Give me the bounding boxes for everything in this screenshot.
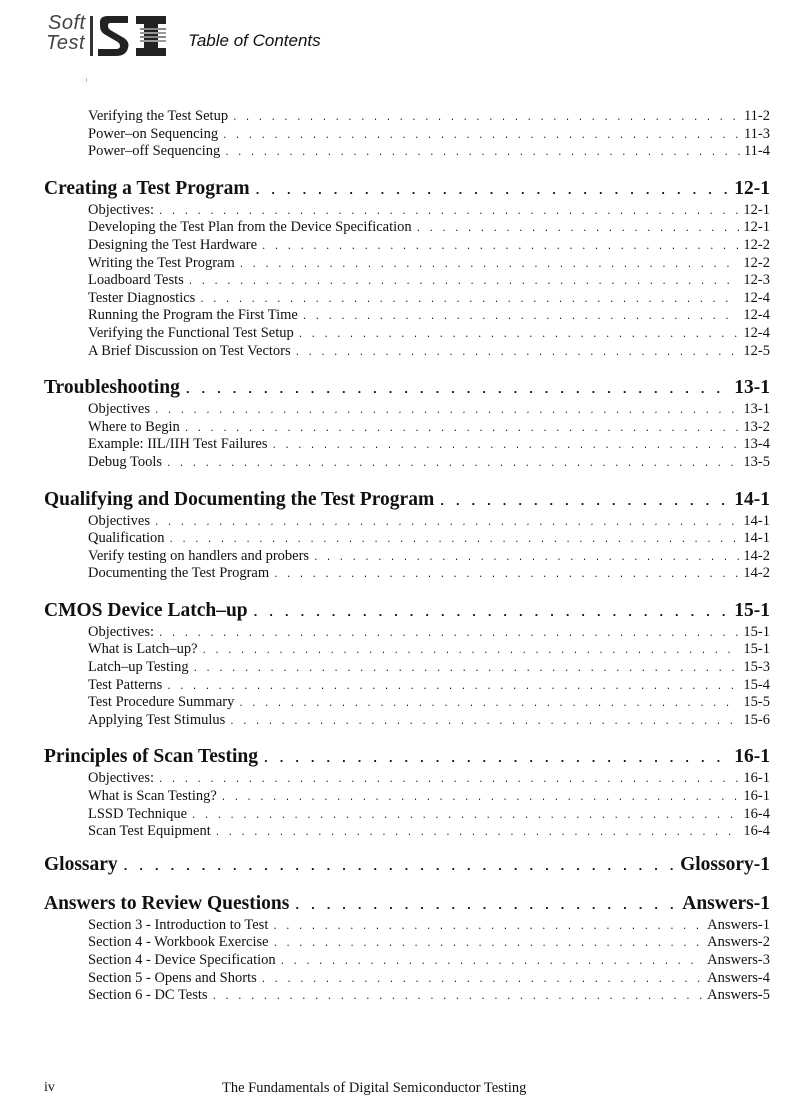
toc-entry-page: 12-1 <box>743 201 770 218</box>
toc-entry-title: Section 5 - Opens and Shorts <box>88 969 257 986</box>
toc-entry-page: 12-3 <box>743 272 770 289</box>
toc-entry-title: Principles of Scan Testing <box>44 746 258 768</box>
dot-leader <box>212 989 704 1007</box>
toc-entry-title: LSSD Technique <box>88 805 188 822</box>
toc-entry-title: Objectives <box>88 401 151 418</box>
toc-section-entry[interactable] <box>44 770 770 788</box>
toc-entry-page: 12-1 <box>734 177 770 199</box>
toc-section-entry[interactable] <box>44 401 770 419</box>
header-title: Table of Contents <box>188 31 321 50</box>
dot-leader <box>184 377 730 403</box>
dot-leader <box>239 257 740 275</box>
toc-entry-page: Answers-1 <box>682 892 770 914</box>
dot-leader <box>298 327 740 345</box>
toc-entry-title: Documenting the Test Program <box>88 565 270 582</box>
toc-entry-page: 16-4 <box>743 823 770 840</box>
toc-section-entry[interactable] <box>44 436 770 454</box>
toc-entry-title: Verifying the Functional Test Setup <box>88 324 294 341</box>
toc-entry-page: 16-4 <box>743 805 770 822</box>
toc-entry-title: Glossary <box>44 853 118 875</box>
toc-entry-page: 11-2 <box>743 108 770 124</box>
toc-section-entry[interactable] <box>44 255 770 273</box>
toc-entry-page: Answers-4 <box>707 969 770 986</box>
toc-entry-title: Scan Test Equipment <box>88 823 211 840</box>
toc-entry-page: 11-4 <box>743 143 770 160</box>
dot-leader <box>272 919 703 937</box>
toc-entry-title: Objectives: <box>88 623 155 640</box>
toc-entry-page: 13-1 <box>734 377 770 399</box>
dot-leader <box>313 550 739 568</box>
toc-section-entry[interactable] <box>44 624 770 642</box>
toc-section-entry[interactable] <box>44 677 770 695</box>
toc-section-entry[interactable] <box>44 325 770 343</box>
toc-entry-page: 14-2 <box>743 565 770 582</box>
toc-entry-title: Power–off Sequencing <box>88 143 221 160</box>
dot-leader <box>154 403 739 421</box>
toc-section-entry[interactable] <box>44 237 770 255</box>
dot-leader <box>229 714 739 732</box>
toc-chapter-entry[interactable] <box>44 487 770 513</box>
toc-entry-page: 14-2 <box>743 547 770 564</box>
toc-entry-title: Developing the Test Plan from the Device Specification <box>88 219 412 236</box>
dot-leader <box>416 221 740 239</box>
toc-section-entry[interactable] <box>44 272 770 290</box>
dot-leader <box>202 643 740 661</box>
toc-entry-title: Section 4 - Device Specification <box>88 952 276 968</box>
table-of-contents <box>44 108 770 1005</box>
toc-section-entry[interactable] <box>44 788 770 806</box>
toc-entry-title: Troubleshooting <box>44 377 180 399</box>
dot-leader <box>191 808 739 826</box>
toc-section-entry[interactable] <box>44 126 770 144</box>
toc-entry-title: Power–on Sequencing <box>88 125 219 142</box>
dot-leader <box>261 239 739 257</box>
toc-entry-title: Test Procedure Summary <box>88 694 235 711</box>
toc-entry-page: 12-5 <box>743 342 770 359</box>
dot-leader <box>262 746 730 772</box>
dot-leader <box>193 661 740 679</box>
toc-chapter-entry[interactable] <box>44 375 770 401</box>
softtest-logo <box>46 12 168 58</box>
toc-entry-page: 13-5 <box>743 453 770 470</box>
toc-entry-page: 15-6 <box>743 711 770 728</box>
toc-chapter-entry[interactable] <box>44 176 770 202</box>
toc-section-entry[interactable] <box>44 823 770 841</box>
toc-section-entry[interactable] <box>44 712 770 730</box>
toc-entry-title: Verify testing on handlers and probers <box>88 547 310 564</box>
dot-leader <box>295 345 740 363</box>
toc-section-entry[interactable] <box>44 143 770 161</box>
toc-entry-page: 12-1 <box>743 219 770 236</box>
toc-entry-page: 14-1 <box>743 530 770 547</box>
toc-chapter-entry[interactable] <box>44 744 770 770</box>
toc-entry-title: Example: IIL/IIH Test Failures <box>88 436 268 453</box>
toc-section-entry[interactable] <box>44 806 770 824</box>
toc-entry-page: 15-3 <box>743 659 770 676</box>
dot-leader <box>302 309 740 327</box>
toc-entry-page: 12-4 <box>743 289 770 306</box>
dot-leader <box>238 696 739 714</box>
toc-entry-title: Running the Program the First Time <box>88 307 298 324</box>
toc-entry-page: 15-1 <box>743 641 770 658</box>
dot-leader <box>158 626 739 644</box>
toc-entry-title: Qualification <box>88 530 165 547</box>
toc-entry-title: What is Latch–up? <box>88 641 198 658</box>
toc-entry-page: 13-1 <box>743 401 770 418</box>
toc-entry-title: Creating a Test Program <box>44 177 250 199</box>
toc-entry-title: Where to Begin <box>88 418 180 435</box>
toc-section-entry[interactable] <box>44 513 770 531</box>
toc-chapter-entry[interactable] <box>44 852 770 878</box>
toc-entry-title: Section 6 - DC Tests <box>88 987 208 1004</box>
toc-section-entry[interactable] <box>44 343 770 361</box>
toc-entry-title: Test Patterns <box>88 676 163 693</box>
toc-entry-page: 14-1 <box>743 512 770 529</box>
toc-entry-title: A Brief Discussion on Test Vectors <box>88 342 291 359</box>
toc-entry-title: Debug Tools <box>88 453 163 470</box>
dot-leader <box>273 567 739 585</box>
logo-word-test: Test <box>46 32 86 54</box>
toc-section-entry[interactable] <box>44 419 770 437</box>
toc-section-entry[interactable] <box>44 641 770 659</box>
toc-entry-title: Tester Diagnostics <box>88 289 196 306</box>
toc-entry-page: 13-4 <box>743 436 770 453</box>
toc-section-entry[interactable] <box>44 530 770 548</box>
toc-entry-title: Objectives: <box>88 770 155 787</box>
toc-entry-title: Verifying the Test Setup <box>88 108 229 124</box>
toc-entry-title: Latch–up Testing <box>88 659 189 676</box>
toc-section-entry[interactable] <box>44 659 770 677</box>
dot-leader <box>232 110 740 128</box>
toc-section-entry[interactable] <box>44 307 770 325</box>
toc-entry-page: Answers-2 <box>707 934 770 951</box>
toc-entry-page: 15-4 <box>743 676 770 693</box>
dot-leader <box>166 456 739 474</box>
toc-entry-page: 15-1 <box>743 623 770 640</box>
dot-leader <box>122 854 676 880</box>
toc-section-entry[interactable] <box>44 970 770 988</box>
dot-leader <box>293 893 678 919</box>
dot-leader <box>254 178 731 204</box>
toc-section-entry[interactable] <box>44 694 770 712</box>
toc-entry-page: 12-4 <box>743 324 770 341</box>
page-number: iv <box>44 1080 55 1095</box>
dot-leader <box>224 145 740 163</box>
toc-entry-title: Loadboard Tests <box>88 272 184 289</box>
dot-leader <box>188 274 740 292</box>
dot-leader <box>215 825 740 843</box>
toc-entry-page: 12-4 <box>743 307 770 324</box>
toc-entry-page: 16-1 <box>734 746 770 768</box>
toc-section-entry[interactable] <box>44 565 770 583</box>
dot-leader <box>438 489 730 515</box>
page-header <box>46 12 466 62</box>
toc-entry-title: Section 4 - Workbook Exercise <box>88 934 269 951</box>
toc-entry-title: Qualifying and Documenting the Test Program <box>44 488 435 510</box>
toc-entry-page: 13-2 <box>743 418 770 435</box>
dot-leader <box>166 679 739 697</box>
toc-section-entry[interactable] <box>44 934 770 952</box>
dot-leader <box>158 772 739 790</box>
dot-leader <box>261 972 703 990</box>
toc-entry-page: 15-5 <box>743 694 770 711</box>
toc-entry-title: Section 3 - Introduction to Test <box>88 916 269 933</box>
toc-entry-page: Answers-1 <box>707 916 770 933</box>
dot-leader <box>272 438 740 456</box>
toc-section-entry[interactable] <box>44 290 770 308</box>
dot-leader <box>252 600 731 626</box>
toc-entry-title: Objectives: <box>88 201 155 218</box>
dot-leader <box>273 936 704 954</box>
dot-leader <box>280 954 704 972</box>
logo-mark-icon <box>90 14 170 58</box>
toc-entry-page: Glossory-1 <box>680 853 770 875</box>
toc-entry-title: Objectives <box>88 512 151 529</box>
toc-entry-page: 12-2 <box>743 254 770 271</box>
toc-entry-title: Applying Test Stimulus <box>88 711 226 728</box>
logo-word-soft: Soft <box>48 12 86 34</box>
toc-entry-page: 15-1 <box>734 599 770 621</box>
toc-section-entry[interactable] <box>44 219 770 237</box>
toc-entry-title: Answers to Review Questions <box>44 892 290 914</box>
toc-section-entry[interactable] <box>44 917 770 935</box>
toc-chapter-entry[interactable] <box>44 891 770 917</box>
toc-section-entry[interactable] <box>44 548 770 566</box>
toc-section-entry[interactable] <box>44 952 770 970</box>
toc-section-entry[interactable] <box>44 108 770 126</box>
dot-leader <box>154 515 739 533</box>
toc-entry-page: Answers-5 <box>707 987 770 1004</box>
toc-entry-page: Answers-3 <box>707 952 770 968</box>
toc-entry-title: Writing the Test Program <box>88 254 235 271</box>
toc-entry-page: 16-1 <box>743 770 770 787</box>
book-title: The Fundamentals of Digital Semiconductor Testing <box>222 1080 527 1096</box>
toc-entry-title: Designing the Test Hardware <box>88 236 258 253</box>
dot-leader <box>222 128 740 146</box>
toc-section-entry[interactable] <box>44 987 770 1005</box>
toc-chapter-entry[interactable] <box>44 598 770 624</box>
toc-entry-title: CMOS Device Latch–up <box>44 599 248 621</box>
toc-entry-page: 12-2 <box>743 236 770 253</box>
dot-leader <box>221 790 740 808</box>
toc-entry-title: What is Scan Testing? <box>88 788 217 805</box>
toc-entry-page: 16-1 <box>743 788 770 805</box>
margin-mark <box>86 78 87 82</box>
toc-section-entry[interactable] <box>44 202 770 220</box>
toc-entry-page: 14-1 <box>734 488 770 510</box>
toc-entry-page: 11-3 <box>743 125 770 142</box>
toc-section-entry[interactable] <box>44 454 770 472</box>
